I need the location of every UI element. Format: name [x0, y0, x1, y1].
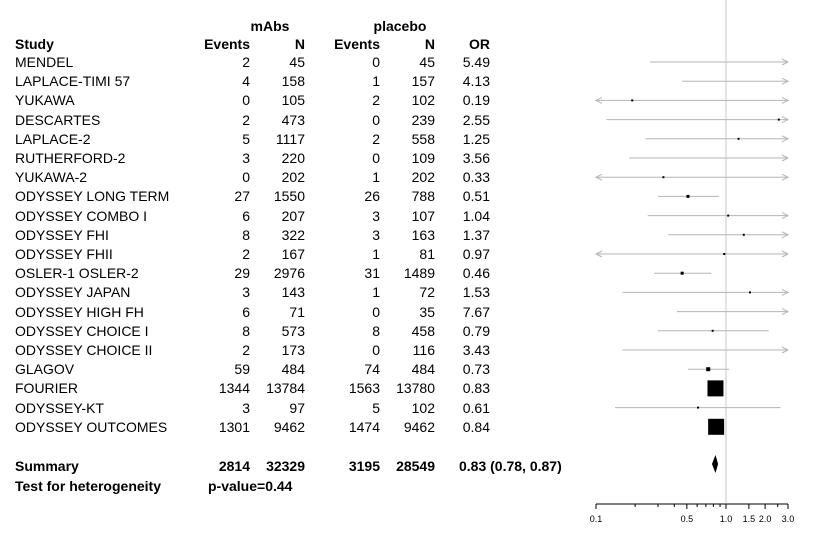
- summary-events1: 2814: [218, 458, 250, 474]
- ci-row: [648, 213, 788, 219]
- ci-row: [650, 59, 788, 65]
- header-group1: mAbs: [250, 18, 290, 34]
- events-mabs: 3: [242, 284, 250, 301]
- study-name: ODYSSEY-KT: [15, 399, 104, 416]
- ci-row: [629, 155, 788, 161]
- odds-ratio: 0.83: [462, 380, 490, 397]
- events-placebo: 0: [372, 303, 380, 320]
- heterogeneity-value: p-value=0.44: [208, 478, 293, 494]
- study-name: ODYSSEY LONG TERM: [15, 188, 170, 205]
- n-mabs: 322: [281, 226, 305, 243]
- n-mabs: 158: [281, 73, 305, 90]
- n-placebo: 1489: [403, 265, 435, 282]
- ci-row: [707, 380, 723, 396]
- n-mabs: 71: [289, 303, 305, 320]
- n-placebo: 558: [411, 130, 435, 147]
- point-estimate: [738, 138, 740, 140]
- x-tick-label: 1.0: [719, 514, 733, 524]
- study-name: ODYSSEY COMBO I: [15, 207, 147, 224]
- x-tick-label: 2.0: [758, 514, 772, 524]
- point-estimate: [708, 419, 724, 435]
- n-mabs: 1550: [273, 188, 305, 205]
- ci-row: [668, 232, 788, 238]
- odds-ratio: 1.25: [462, 130, 490, 147]
- n-mabs: 220: [281, 150, 305, 166]
- events-mabs: 0: [242, 169, 250, 186]
- odds-ratio: 3.56: [462, 150, 490, 166]
- odds-ratio: 0.19: [462, 92, 490, 109]
- study-name: YUKAWA-2: [15, 169, 88, 186]
- n-mabs: 9462: [273, 418, 305, 435]
- point-estimate: [749, 291, 751, 293]
- n-placebo: 35: [419, 303, 435, 320]
- events-placebo: 1563: [348, 380, 380, 397]
- study-name: OSLER-1 OSLER-2: [15, 265, 139, 282]
- n-placebo: 72: [419, 284, 435, 301]
- summary-label: Summary: [15, 458, 79, 474]
- study-name: GLAGOV: [15, 361, 75, 378]
- ci-row: [688, 367, 729, 371]
- events-mabs: 1301: [218, 418, 250, 435]
- study-name: RUTHERFORD-2: [15, 150, 126, 166]
- events-mabs: 0: [242, 92, 250, 109]
- n-mabs: 573: [281, 322, 305, 339]
- point-estimate: [727, 215, 729, 217]
- n-placebo: 109: [411, 150, 435, 166]
- events-placebo: 0: [372, 111, 380, 128]
- events-placebo: 0: [372, 342, 380, 358]
- study-name: ODYSSEY JAPAN: [15, 284, 131, 301]
- events-mabs: 8: [242, 226, 250, 243]
- point-estimate: [631, 99, 633, 101]
- heterogeneity-label: Test for heterogeneity: [15, 478, 161, 494]
- events-mabs: 2: [242, 54, 250, 70]
- x-tick-label: 0.1: [589, 514, 603, 524]
- events-placebo: 74: [364, 361, 380, 378]
- odds-ratio: 1.37: [462, 226, 490, 243]
- odds-ratio: 0.73: [462, 361, 490, 378]
- odds-ratio: 0.33: [462, 169, 490, 186]
- odds-ratio: 0.61: [462, 399, 490, 416]
- events-mabs: 27: [234, 188, 250, 205]
- odds-ratio: 1.04: [462, 207, 490, 224]
- odds-ratio: 5.49: [462, 54, 490, 70]
- events-placebo: 1: [372, 169, 380, 186]
- summary-or: 0.83 (0.78, 0.87): [459, 458, 562, 474]
- events-placebo: 26: [364, 188, 380, 205]
- study-name: DESCARTES: [15, 111, 101, 128]
- odds-ratio: 7.67: [462, 303, 490, 320]
- n-mabs: 207: [281, 207, 305, 224]
- ci-row: [658, 330, 769, 332]
- events-placebo: 1: [372, 246, 380, 262]
- point-estimate: [686, 195, 689, 198]
- study-name: MENDEL: [15, 54, 74, 70]
- ci-row: [596, 174, 788, 180]
- events-placebo: 0: [372, 150, 380, 166]
- ci-row: [677, 309, 788, 315]
- n-placebo: 484: [411, 361, 435, 378]
- events-placebo: 2: [372, 92, 380, 109]
- n-placebo: 788: [411, 188, 435, 205]
- odds-ratio: 0.79: [462, 322, 490, 339]
- n-placebo: 116: [412, 342, 435, 358]
- ci-row: [708, 419, 724, 435]
- study-name: FOURIER: [15, 380, 78, 397]
- n-mabs: 143: [281, 284, 305, 301]
- point-estimate: [743, 234, 745, 236]
- header-events1: Events: [204, 36, 250, 52]
- events-mabs: 4: [242, 73, 250, 90]
- n-mabs: 13784: [266, 380, 305, 397]
- point-estimate: [662, 176, 664, 178]
- odds-ratio: 1.53: [462, 284, 490, 301]
- summary-diamond: [712, 455, 718, 473]
- header-group2: placebo: [373, 18, 427, 34]
- x-tick-label: 0.5: [680, 514, 694, 524]
- point-estimate: [712, 330, 714, 332]
- ci-row: [606, 117, 788, 123]
- study-name: ODYSSEY FHI: [15, 226, 109, 243]
- study-name: YUKAWA: [15, 92, 75, 109]
- n-mabs: 173: [281, 342, 305, 358]
- events-placebo: 31: [364, 265, 380, 282]
- events-mabs: 1344: [218, 380, 250, 397]
- n-placebo: 458: [411, 322, 435, 339]
- point-estimate: [778, 119, 780, 121]
- events-placebo: 1: [372, 284, 380, 301]
- point-estimate: [681, 272, 684, 275]
- events-mabs: 3: [242, 399, 250, 416]
- events-mabs: 2: [242, 246, 250, 262]
- header-events2: Events: [334, 36, 380, 52]
- odds-ratio: 0.84: [462, 418, 490, 435]
- x-tick-label: 1.5: [742, 514, 756, 524]
- events-placebo: 3: [372, 207, 380, 224]
- events-placebo: 8: [372, 322, 380, 339]
- odds-ratio: 2.55: [462, 111, 490, 128]
- x-tick-label: 3.0: [781, 514, 795, 524]
- events-mabs: 3: [242, 150, 250, 166]
- n-mabs: 97: [289, 399, 305, 416]
- n-placebo: 163: [411, 226, 435, 243]
- ci-row: [658, 195, 719, 198]
- header-or: OR: [469, 36, 490, 52]
- events-placebo: 5: [372, 399, 380, 416]
- events-mabs: 5: [242, 130, 250, 147]
- n-placebo: 13780: [396, 380, 435, 397]
- odds-ratio: 4.13: [462, 73, 490, 90]
- header-n2: N: [424, 36, 435, 52]
- n-mabs: 167: [281, 246, 305, 262]
- ci-row: [623, 347, 788, 353]
- ci-row: [596, 251, 788, 257]
- n-placebo: 102: [411, 92, 435, 109]
- header-n1: N: [294, 36, 305, 52]
- point-estimate: [707, 380, 723, 396]
- ci-row: [682, 78, 788, 84]
- events-mabs: 29: [234, 265, 250, 282]
- point-estimate: [706, 367, 710, 371]
- events-placebo: 3: [372, 226, 380, 243]
- events-placebo: 0: [372, 54, 380, 70]
- n-placebo: 157: [411, 73, 435, 90]
- n-mabs: 1117: [275, 130, 305, 147]
- n-mabs: 105: [281, 92, 305, 109]
- ci-row: [596, 97, 788, 103]
- study-name: ODYSSEY CHOICE I: [15, 322, 149, 339]
- ci-row: [623, 289, 788, 295]
- study-name: ODYSSEY HIGH FH: [15, 303, 144, 320]
- n-placebo: 9462: [403, 418, 435, 435]
- events-placebo: 1: [372, 73, 380, 90]
- events-mabs: 2: [242, 342, 250, 358]
- n-placebo: 107: [411, 207, 435, 224]
- study-name: ODYSSEY CHOICE II: [15, 342, 153, 358]
- point-estimate: [697, 407, 699, 409]
- events-placebo: 1474: [348, 418, 380, 435]
- summary-n1: 32329: [266, 458, 305, 474]
- study-name: ODYSSEY OUTCOMES: [15, 418, 168, 435]
- events-mabs: 8: [242, 322, 250, 339]
- n-placebo: 202: [411, 169, 435, 186]
- events-mabs: 59: [234, 361, 250, 378]
- n-placebo: 239: [411, 111, 435, 128]
- n-placebo: 102: [411, 399, 435, 416]
- study-name: ODYSSEY FHII: [15, 246, 113, 262]
- n-mabs: 2976: [273, 265, 305, 282]
- ci-row: [654, 272, 711, 275]
- events-mabs: 6: [242, 207, 250, 224]
- x-axis: [590, 504, 795, 524]
- ci-row: [615, 407, 781, 409]
- header-study: Study: [15, 36, 54, 52]
- n-mabs: 202: [281, 169, 305, 186]
- point-estimate: [723, 253, 725, 255]
- n-mabs: 473: [281, 111, 305, 128]
- summary-events2: 3195: [348, 458, 380, 474]
- odds-ratio: 0.97: [462, 246, 490, 262]
- summary-n2: 28549: [396, 458, 435, 474]
- n-placebo: 45: [419, 54, 435, 70]
- ci-row: [645, 136, 788, 142]
- study-name: LAPLACE-2: [15, 130, 91, 147]
- odds-ratio: 3.43: [462, 342, 490, 358]
- events-placebo: 2: [372, 130, 380, 147]
- events-mabs: 2: [242, 111, 250, 128]
- n-mabs: 45: [289, 54, 305, 70]
- odds-ratio: 0.46: [462, 265, 490, 282]
- n-mabs: 484: [281, 361, 305, 378]
- events-mabs: 6: [242, 303, 250, 320]
- study-name: LAPLACE-TIMI 57: [15, 73, 131, 90]
- odds-ratio: 0.51: [462, 188, 490, 205]
- n-placebo: 81: [419, 246, 435, 262]
